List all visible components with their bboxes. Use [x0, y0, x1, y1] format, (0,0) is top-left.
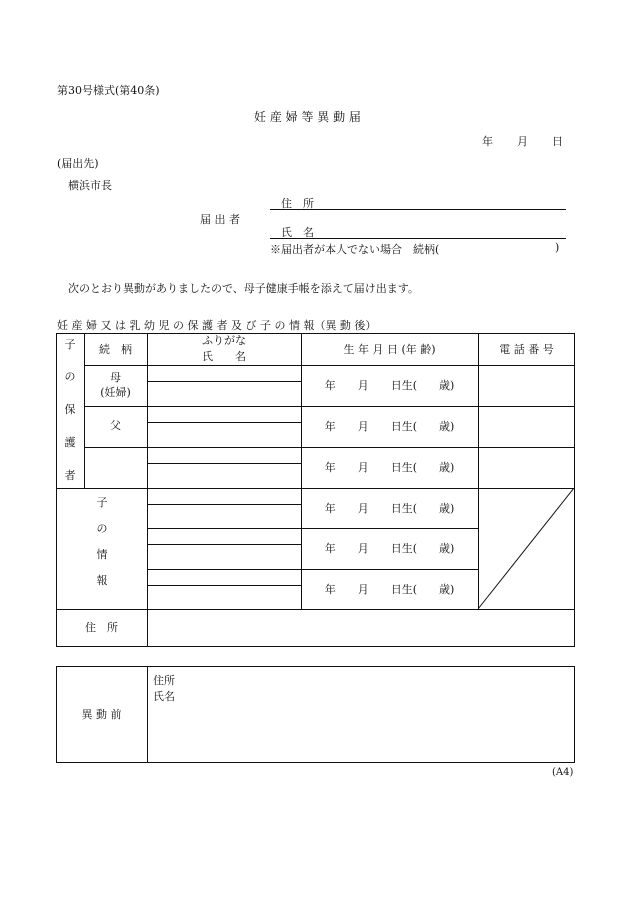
- date-year-label: 年: [482, 135, 493, 148]
- applicant-relation-close: ): [555, 241, 560, 254]
- birth-cell-child1[interactable]: 年 月 日生( 歳): [324, 502, 455, 515]
- before-change-label: 異 動 前: [81, 708, 122, 721]
- birth-cell-father[interactable]: 年 月 日生( 歳): [324, 420, 455, 433]
- birth-cell-guardian3[interactable]: 年 月 日生( 歳): [324, 461, 455, 474]
- recipient-name: 横浜市長: [68, 179, 112, 192]
- diagonal-strike: [478, 488, 575, 610]
- before-address-label: 住所: [153, 674, 175, 687]
- guardian-side-label: 子 の 保 護 者: [64, 338, 76, 482]
- section-title: 妊 産 婦 又 は 乳 幼 児 の 保 護 者 及 び 子 の 情 報（異 動 後）: [57, 319, 377, 332]
- col-name-header: 氏 名: [202, 350, 246, 363]
- applicant-address-line[interactable]: [270, 209, 566, 210]
- applicant-label: 届 出 者: [200, 213, 240, 226]
- form-number: 第30号様式(第40条): [57, 84, 160, 97]
- applicant-name-label: 氏 名: [281, 226, 314, 239]
- child-side-label: 子 の 情 報: [96, 496, 108, 587]
- relation-mother: 母: [110, 371, 121, 384]
- paper-size-label: (A4): [552, 767, 574, 778]
- birth-cell-child2[interactable]: 年 月 日生( 歳): [324, 542, 455, 555]
- relation-mother-sub: (妊婦): [100, 386, 131, 399]
- birth-cell-child3[interactable]: 年 月 日生( 歳): [324, 583, 455, 596]
- relation-father: 父: [110, 419, 121, 432]
- applicant-name-line[interactable]: [270, 238, 566, 239]
- applicant-address-label: 住 所: [281, 197, 314, 210]
- form-title: 妊 産 婦 等 異 動 届: [254, 110, 361, 124]
- recipient-label: (届出先): [57, 157, 99, 170]
- date-month-label: 月: [517, 135, 528, 148]
- col-phone-header: 電 話 番 号: [499, 343, 554, 356]
- statement-text: 次のとおり異動がありましたので、母子健康手帳を添えて届け出ます。: [68, 282, 419, 295]
- col-furigana-header: ふりがな: [202, 334, 246, 347]
- table-address-label: 住 所: [85, 621, 118, 634]
- col-relation-header: 続 柄: [99, 343, 132, 356]
- date-day-label: 日: [552, 135, 563, 148]
- before-name-label: 氏名: [153, 690, 175, 703]
- applicant-relation-note: ※届出者が本人でない場合 続柄(: [270, 243, 440, 256]
- birth-cell-mother[interactable]: 年 月 日生( 歳): [324, 379, 455, 392]
- col-birth-header: 生 年 月 日 (年 齢): [343, 343, 436, 356]
